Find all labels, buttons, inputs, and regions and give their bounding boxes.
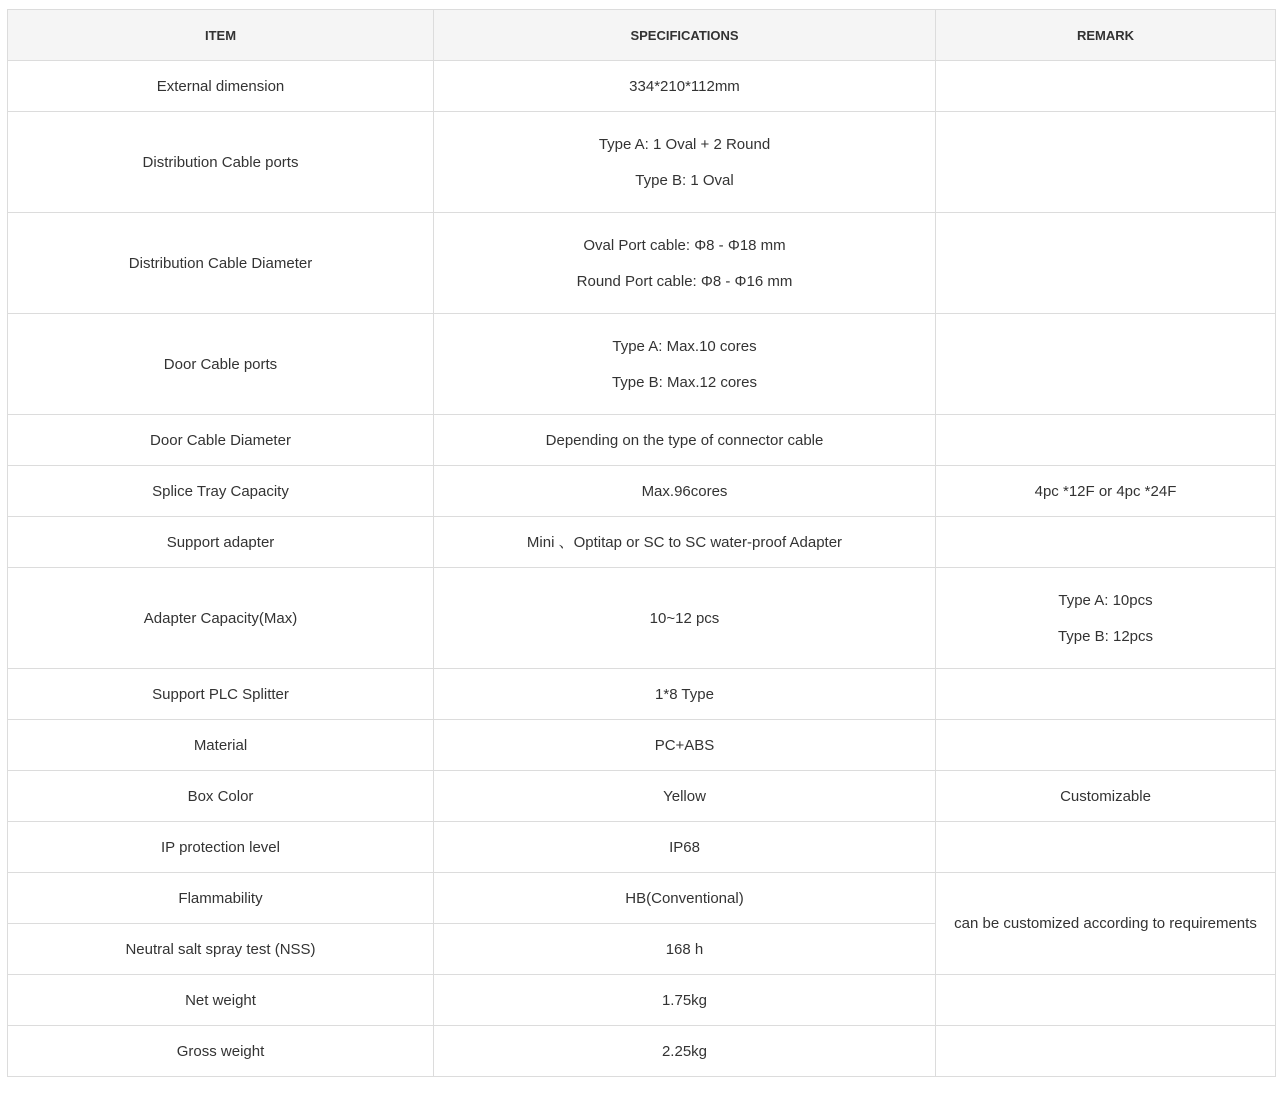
specification-line: Oval Port cable: Φ8 - Φ18 mm [583,236,786,254]
table-row [8,669,1276,720]
cell-item: Door Cable ports [8,314,434,415]
cell-remark [936,314,1276,415]
remark-line: 4pc *12F or 4pc *24F [1034,482,1177,500]
cell-remark [936,1026,1276,1077]
cell-specification [434,568,936,669]
cell-remark [936,61,1276,112]
table-row [8,517,1276,568]
cell-item: Neutral salt spray test (NSS) [8,924,434,975]
cell-specification [434,669,936,720]
table-row [8,568,1276,669]
table-row [8,720,1276,771]
cell-specification [434,924,936,975]
cell-remark [936,466,1276,517]
cell-item: Support PLC Splitter [8,669,434,720]
cell-specification [434,771,936,822]
cell-specification [434,720,936,771]
cell-specification [434,466,936,517]
specification-line: Type A: 1 Oval + 2 Round [598,135,771,153]
table-body [8,61,1276,1077]
specification-line: Type B: Max.12 cores [611,373,758,391]
cell-item: IP protection level [8,822,434,873]
cell-specification [434,415,936,466]
header-specifications: SPECIFICATIONS [434,10,936,61]
cell-specification [434,1026,936,1077]
cell-remark [936,568,1276,669]
cell-item: Box Color [8,771,434,822]
specification-line: HB(Conventional) [625,889,744,907]
cell-specification [434,822,936,873]
specification-line: 10~12 pcs [649,609,720,627]
cell-item: Net weight [8,975,434,1026]
table-row [8,771,1276,822]
cell-item: Adapter Capacity(Max) [8,568,434,669]
table-row [8,466,1276,517]
cell-remark [936,517,1276,568]
cell-item: Door Cable Diameter [8,415,434,466]
cell-item: Flammability [8,873,434,924]
remark-line: Type A: 10pcs [1058,591,1153,609]
header-item: ITEM [8,10,434,61]
cell-item: Material [8,720,434,771]
cell-item: External dimension [8,61,434,112]
cell-specification [434,517,936,568]
specification-line: 2.25kg [661,1042,708,1060]
specification-line: Type A: Max.10 cores [612,337,757,355]
table-row [8,61,1276,112]
cell-item: Gross weight [8,1026,434,1077]
cell-specification [434,61,936,112]
cell-remark [936,873,1276,975]
remark-line: Customizable [1060,787,1151,805]
specification-line: 1*8 Type [655,685,714,703]
specification-line: Yellow [663,787,706,805]
specification-line: Depending on the type of connector cable [545,431,824,449]
spec-table-container [7,9,1276,1077]
remark-line: Type B: 12pcs [1057,627,1154,645]
table-header-row [8,10,1276,61]
specification-line: PC+ABS [654,736,715,754]
specification-line: Mini 、Optitap or SC to SC water-proof Adapter [526,533,843,551]
table-row [8,415,1276,466]
specifications-table [7,9,1276,1077]
cell-item: Distribution Cable ports [8,112,434,213]
cell-remark [936,771,1276,822]
table-row [8,112,1276,213]
table-row [8,213,1276,314]
cell-item: Distribution Cable Diameter [8,213,434,314]
cell-specification [434,112,936,213]
header-remark: REMARK [936,10,1276,61]
cell-specification [434,975,936,1026]
specification-line: Max.96cores [641,482,728,500]
table-row [8,873,1276,924]
table-row [8,1026,1276,1077]
cell-remark [936,213,1276,314]
remark-line: can be customized according to requirements [954,915,1257,932]
cell-item: Splice Tray Capacity [8,466,434,517]
specification-line: Type B: 1 Oval [635,171,734,189]
table-row [8,975,1276,1026]
cell-remark [936,415,1276,466]
cell-specification [434,873,936,924]
specification-line: 1.75kg [661,991,708,1009]
cell-remark [936,720,1276,771]
cell-specification [434,213,936,314]
cell-specification [434,314,936,415]
specification-line: 168 h [665,940,704,958]
specification-line: Round Port cable: Φ8 - Φ16 mm [576,272,793,290]
cell-item: Support adapter [8,517,434,568]
cell-remark [936,112,1276,213]
cell-remark [936,669,1276,720]
table-row [8,822,1276,873]
table-row [8,314,1276,415]
specification-line: 334*210*112mm [629,77,740,95]
specification-line: IP68 [669,838,700,856]
cell-remark [936,975,1276,1026]
cell-remark [936,822,1276,873]
